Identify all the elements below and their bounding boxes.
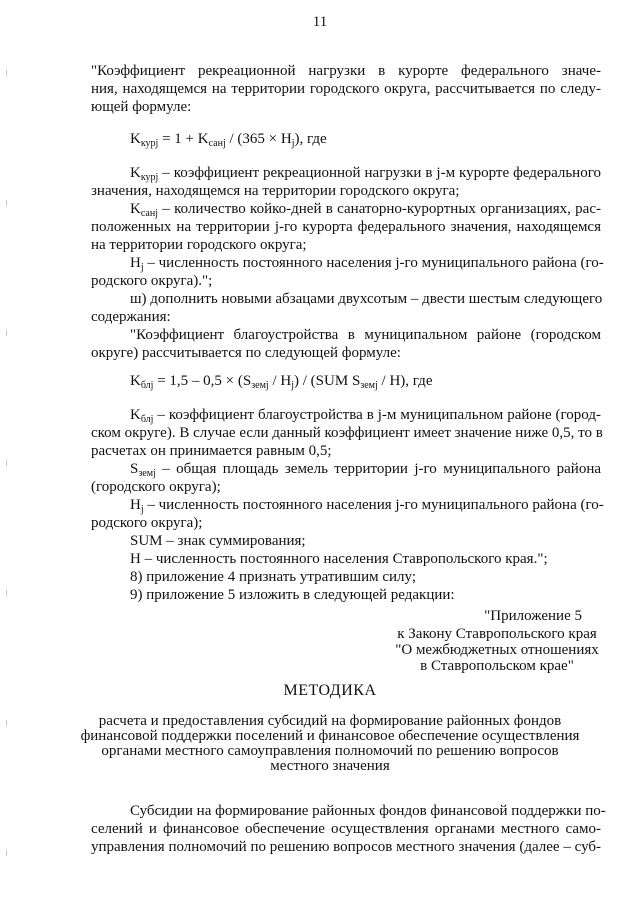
text-line: ния, находящемся на территории городского округа, рассчитывается по следу- [91,81,601,97]
appendix-line: в Ставропольском крае" [420,658,574,674]
text-line: ющей формуле: [91,99,192,115]
text-line: расчетах он принимается равным 0,5; [91,443,332,459]
text-line: ш) дополнить новыми абзацами двухсотым – двести шестым следующего [130,291,603,307]
text-line: (городского округа); [91,479,221,495]
text-line: селений и финансовое обеспечение осуществления органами местного само- [91,821,601,837]
definition-ksanj: $K_{санj}$ – количество койко-дней в санаторно-курортных организациях, рас- [130,201,601,219]
text-line: "Коэффициент рекреационной нагрузки в курорте федерального значе- [91,63,601,79]
text-line: положенных на территории j-го курорта федерального значения, находящемся [91,219,601,235]
text-line: округе) рассчитывается по следующей формуле: [91,345,401,361]
text-line: управления полномочий по решению вопросов местного значения (далее – суб- [91,839,601,855]
definition-kblj: $K_{блj}$ – коэффициент благоустройства в j-м муниципальном районе (город- [130,407,602,425]
appendix-line: к Закону Ставропольского края [397,626,597,642]
methodology-subtitle: финансовой поддержки поселений и финансовое обеспечение осуществления [80,728,580,744]
text-line: Субсидии на формирование районных фондов финансовой поддержки по- [130,803,606,819]
methodology-subtitle: расчета и предоставления субсидий на формирование районных фондов [98,713,562,729]
definition-szemj: $S_{земj}$ – общая площадь земель территории j-го муниципального района [130,461,602,479]
text-line: "Коэффициент благоустройства в муниципальном районе (городском [130,327,601,343]
text-line: ском округе). В случае если данный коэффициент имеет значение ниже 0,5, то в [91,425,603,441]
methodology-subtitle: местного значения [270,758,390,774]
formula-improvement: $K_{блj} = 1,5 - 0,5 \times (S_{земj} / H_j) / (SUM$ $S_{земj} / H$), где [130,373,433,391]
text-line: на территории городского округа; [91,237,307,253]
formula-recreation: $K_{курj} = 1 + K_{санj} / (365 \times H_j)$, где [130,131,327,149]
text-line: 8) приложение 4 признать утратившим силу; [130,569,417,585]
definition-kkurj: $K_{курj}$ – коэффициент рекреационной нагрузки в j-м курорте федерального [130,165,601,183]
text-line: родского округа)."; [91,273,213,289]
appendix-line: "О межбюджетных отношениях [395,642,599,658]
page-number: 11 [312,14,328,30]
appendix-title: "Приложение 5 [484,608,582,624]
text-line: SUM – знак суммирования; [130,533,306,549]
definition-hj: $H_j$ – численность постоянного населения j-го муниципального района (го- [130,255,604,273]
text-line: родского округа); [91,515,203,531]
text-line: значения, находящемся на территории городского округа; [91,183,460,199]
methodology-subtitle: органами местного самоуправления полномочий по решению вопросов [101,743,559,759]
text-line: содержания: [91,309,171,325]
text-line: H – численность постоянного населения Ставропольского края."; [130,551,548,567]
methodology-heading: МЕТОДИКА [283,682,377,699]
definition-hj-2: $H_j$ – численность постоянного населения j-го муниципального района (го- [130,497,604,515]
text-line: 9) приложение 5 изложить в следующей редакции: [130,587,455,603]
